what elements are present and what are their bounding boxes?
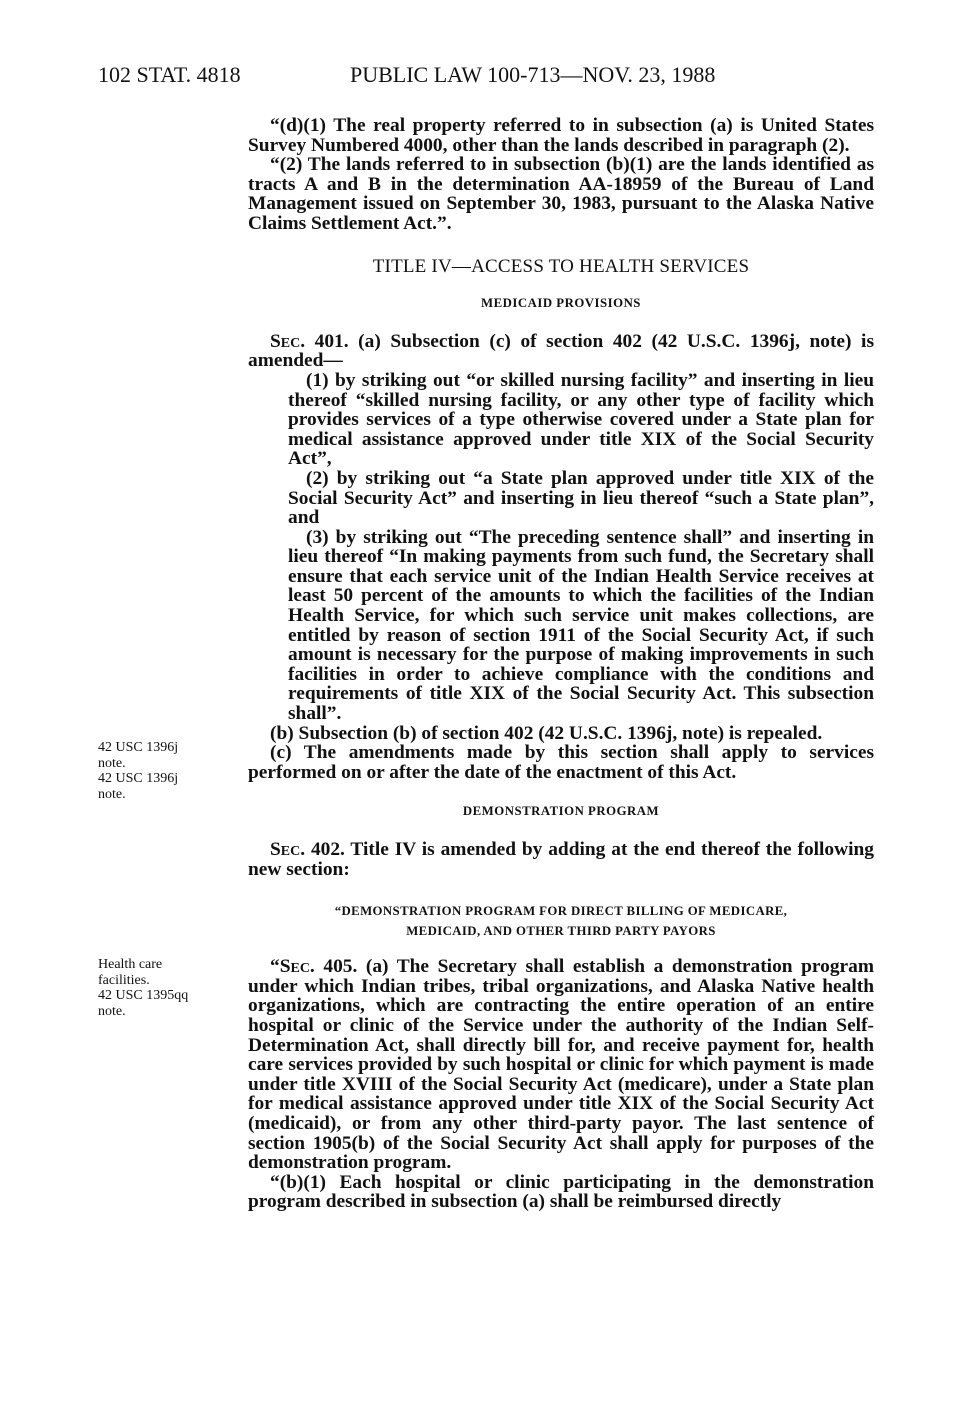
section-402-text: 402. Title IV is amended by adding at the end thereof the following new section: bbox=[248, 839, 874, 880]
section-401-text: 401. (a) Subsection (c) of section 402 (42 U.S.C. 1396j, note) is amended— bbox=[248, 330, 874, 372]
main-text-column bbox=[248, 116, 874, 1212]
new-section-heading-line: “DEMONSTRATION PROGRAM FOR DIRECT BILLING OF MEDICARE, bbox=[334, 904, 788, 919]
section-label: Sec. bbox=[279, 956, 315, 978]
stat-reference: 102 STAT. 4818 bbox=[98, 62, 241, 87]
margin-note-line: 42 USC 1396j bbox=[98, 771, 179, 786]
open-quote: “ bbox=[270, 956, 280, 978]
new-section-heading bbox=[248, 901, 874, 941]
margin-note-health-care bbox=[98, 957, 228, 1019]
medicaid-provisions-heading: MEDICAID PROVISIONS bbox=[481, 296, 641, 311]
section-label: Sec. bbox=[270, 330, 306, 352]
paragraph-b: (b) Subsection (b) of section 402 (42 U.S.C. 1396j, note) is repealed. bbox=[270, 722, 823, 744]
margin-note-line: note. bbox=[98, 1003, 126, 1019]
margin-note-line: note. bbox=[98, 755, 126, 771]
amendment-item-3: (3) by striking out “The preceding sentence shall” and inserting in lieu thereof “In making payments from such fund, the Secretary shall ensure that each service unit of the Indian Health Service receives at least 50 percent of the amounts to which the facilities of the Indian Health Service, for which such service unit makes collections, are entitled by reason of section 1911 of the Social Security Act, if such amount is necessary for the purpose of making improvements in such facilities in order to achieve compliance with the conditions and requirements of title XIX of the Social Security Act. This subsection shall”. bbox=[288, 526, 874, 725]
paragraph-d1: “(d)(1) The real property referred to in subsection (a) is United States Survey Numbered 4000, other than the lands described in paragraph (2). bbox=[248, 115, 874, 156]
margin-note-line: Health care bbox=[98, 957, 163, 972]
page-header bbox=[98, 62, 878, 92]
section-405 bbox=[248, 957, 874, 1173]
margin-note-line: note. bbox=[98, 786, 126, 802]
margin-note-line: facilities. bbox=[98, 972, 150, 988]
margin-note-1396j-b bbox=[98, 740, 228, 802]
section-405-text: 405. (a) The Secretary shall establish a demonstration program under which Indian tribes, tribal organizations, and Alaska Native health organizations, which are contracting the entire operation of an entire hospital or clinic of the Service under the authority of the Indian Self-Determination Act, shall directly bill for, and receive payment for, health care services provided by such hospital or clinic for which payment is made under title XVIII of the Social Security Act (medicare), under a State plan for medical assistance approved under title XIX of the Social Security Act (medicaid), or from any other third-party payor. The last sentence of section 1905(b) of the Social Security Act shall apply for purposes of the demonstration program. bbox=[248, 956, 874, 1174]
new-section-heading-line: MEDICAID, AND OTHER THIRD PARTY PAYORS bbox=[406, 924, 716, 939]
section-401 bbox=[248, 332, 874, 371]
demonstration-program-heading: DEMONSTRATION PROGRAM bbox=[462, 804, 660, 819]
section-402 bbox=[248, 840, 874, 879]
amendment-item-1: (1) by striking out “or skilled nursing facility” and inserting in lieu thereof “skilled nursing facility, or any other type of facility which provides services of a type otherwise covered under a State plan for medical assistance approved under title XIX of the Social Security Act”, bbox=[288, 369, 874, 470]
margin-note-line: 42 USC 1396j bbox=[98, 740, 179, 755]
paragraph-c: (c) The amendments made by this section shall apply to services performed on or after the date of the enactment of this Act. bbox=[248, 742, 874, 783]
paragraph-b1: “(b)(1) Each hospital or clinic participating in the demonstration program described in subsection (a) shall be reimbursed directly bbox=[248, 1171, 874, 1213]
margin-note-line: 42 USC 1395qq bbox=[98, 988, 189, 1003]
title-heading: TITLE IV—ACCESS TO HEALTH SERVICES bbox=[372, 255, 750, 277]
amendment-item-2: (2) by striking out “a State plan approved under title XIX of the Social Security Act” and inserting in lieu thereof “such a State plan”, and bbox=[288, 467, 874, 529]
paragraph-d2: “(2) The lands referred to in subsection (b)(1) are the lands identified as tracts A and B in the determination AA-18959 of the Bureau of Land Management issued on September 30, 1983, pursuant to the Alaska Native Claims Settlement Act.”. bbox=[248, 154, 874, 234]
section-label: Sec. bbox=[270, 839, 306, 860]
public-law-reference: PUBLIC LAW 100-713—NOV. 23, 1988 bbox=[350, 62, 716, 87]
